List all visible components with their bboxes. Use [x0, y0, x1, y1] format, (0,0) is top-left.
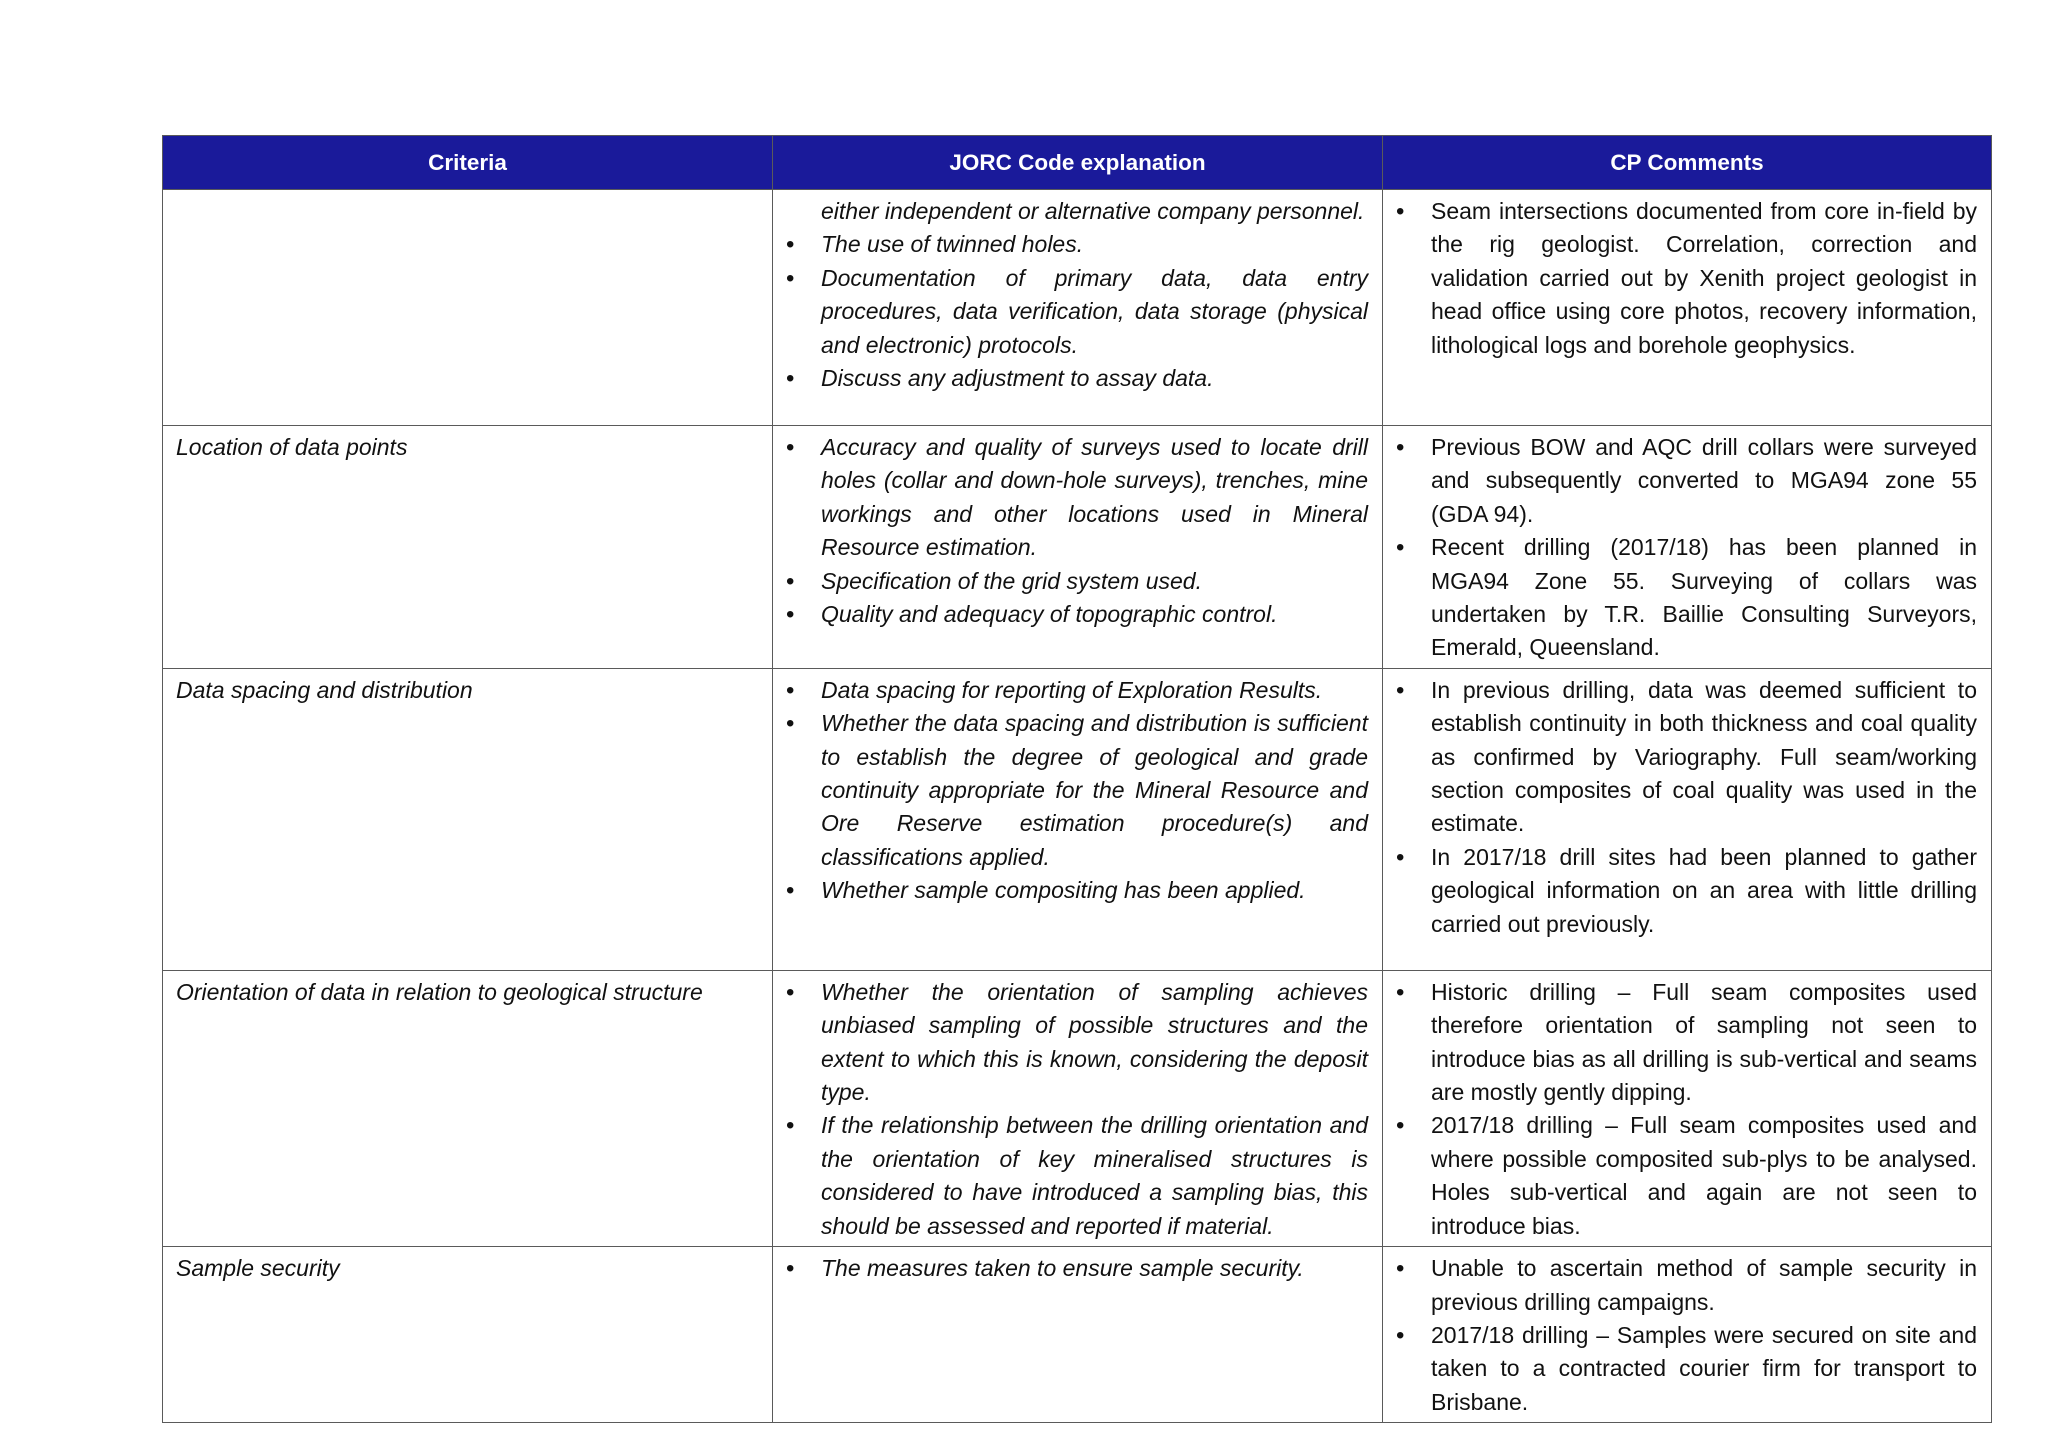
comments-cell [1383, 668, 1992, 970]
explanation-item: • Data spacing for reporting of Exploration Results. [786, 674, 1368, 707]
table-row [163, 426, 1992, 669]
comment-item: • Previous BOW and AQC drill collars were surveyed and subsequently converted to MGA94 zone 55 (GDA 94). [1396, 431, 1977, 531]
comment-item: • 2017/18 drilling – Full seam composites used and where possible composited sub-plys to be analysed. Holes sub-vertical and again are not seen to introduce bias. [1396, 1109, 1977, 1243]
explanation-item: • Whether sample compositing has been applied. [786, 874, 1368, 907]
comment-item: • 2017/18 drilling – Samples were secured on site and taken to a contracted courier firm for transport to Brisbane. [1396, 1319, 1977, 1419]
comment-item: • Historic drilling – Full seam composites used therefore orientation of sampling not seen to introduce bias as all drilling is sub-vertical and seams are mostly gently dipping. [1396, 976, 1977, 1110]
explanation-item: • Whether the orientation of sampling achieves unbiased sampling of possible structures and the extent to which this is known, considering the deposit type. [786, 976, 1368, 1110]
header-cp-comments: CP Comments [1383, 136, 1992, 190]
explanation-item: • Quality and adequacy of topographic control. [786, 598, 1368, 631]
table-row [163, 1247, 1992, 1423]
table-header-row [163, 136, 1992, 190]
explanation-item: • Discuss any adjustment to assay data. [786, 362, 1368, 395]
explanation-cell [773, 1247, 1383, 1423]
table-row [163, 190, 1992, 426]
header-criteria: Criteria [163, 136, 773, 190]
explanation-cell [773, 426, 1383, 669]
comment-item: • In 2017/18 drill sites had been planned to gather geological information on an area with little drilling carried out previously. [1396, 841, 1977, 941]
comment-item: • Recent drilling (2017/18) has been planned in MGA94 Zone 55. Surveying of collars was undertaken by T.R. Baillie Consulting Surveyors, Emerald, Queensland. [1396, 531, 1977, 665]
explanation-cell [773, 970, 1383, 1246]
criteria-cell [163, 190, 773, 426]
explanation-item: either independent or alternative company personnel. [821, 198, 1365, 224]
explanation-item: • Specification of the grid system used. [786, 565, 1368, 598]
comments-cell [1383, 1247, 1992, 1423]
table-row [163, 970, 1992, 1246]
explanation-item: • Whether the data spacing and distribution is sufficient to establish the degree of geological and grade continuity appropriate for the Mineral Resource and Ore Reserve estimation procedure(s) and classifications applied. [786, 707, 1368, 874]
criteria-cell: Location of data points [163, 426, 773, 669]
explanation-cell [773, 190, 1383, 426]
criteria-cell: Sample security [163, 1247, 773, 1423]
comment-item: • In previous drilling, data was deemed sufficient to establish continuity in both thickness and coal quality as confirmed by Variography. Full seam/working section composites of coal quality was used in the estimate. [1396, 674, 1977, 841]
explanation-item: • The use of twinned holes. [786, 228, 1368, 261]
jorc-table [162, 135, 1992, 1423]
explanation-item: • The measures taken to ensure sample security. [786, 1252, 1368, 1285]
explanation-item: • Documentation of primary data, data entry procedures, data verification, data storage (physical and electronic) protocols. [786, 262, 1368, 362]
comment-item: • Seam intersections documented from core in-field by the rig geologist. Correlation, correction and validation carried out by Xenith project geologist in head office using core photos, recovery information, lithological logs and borehole geophysics. [1396, 195, 1977, 362]
criteria-cell: Orientation of data in relation to geological structure [163, 970, 773, 1246]
comments-cell [1383, 426, 1992, 669]
criteria-cell: Data spacing and distribution [163, 668, 773, 970]
comments-cell [1383, 970, 1992, 1246]
explanation-item: • If the relationship between the drilling orientation and the orientation of key mineralised structures is considered to have introduced a sampling bias, this should be assessed and reported if material. [786, 1109, 1368, 1243]
explanation-cell [773, 668, 1383, 970]
table-row [163, 668, 1992, 970]
comment-item: • Unable to ascertain method of sample security in previous drilling campaigns. [1396, 1252, 1977, 1319]
comments-cell [1383, 190, 1992, 426]
header-jorc-explanation: JORC Code explanation [773, 136, 1383, 190]
explanation-item: • Accuracy and quality of surveys used to locate drill holes (collar and down-hole surveys), trenches, mine workings and other locations used in Mineral Resource estimation. [786, 431, 1368, 565]
